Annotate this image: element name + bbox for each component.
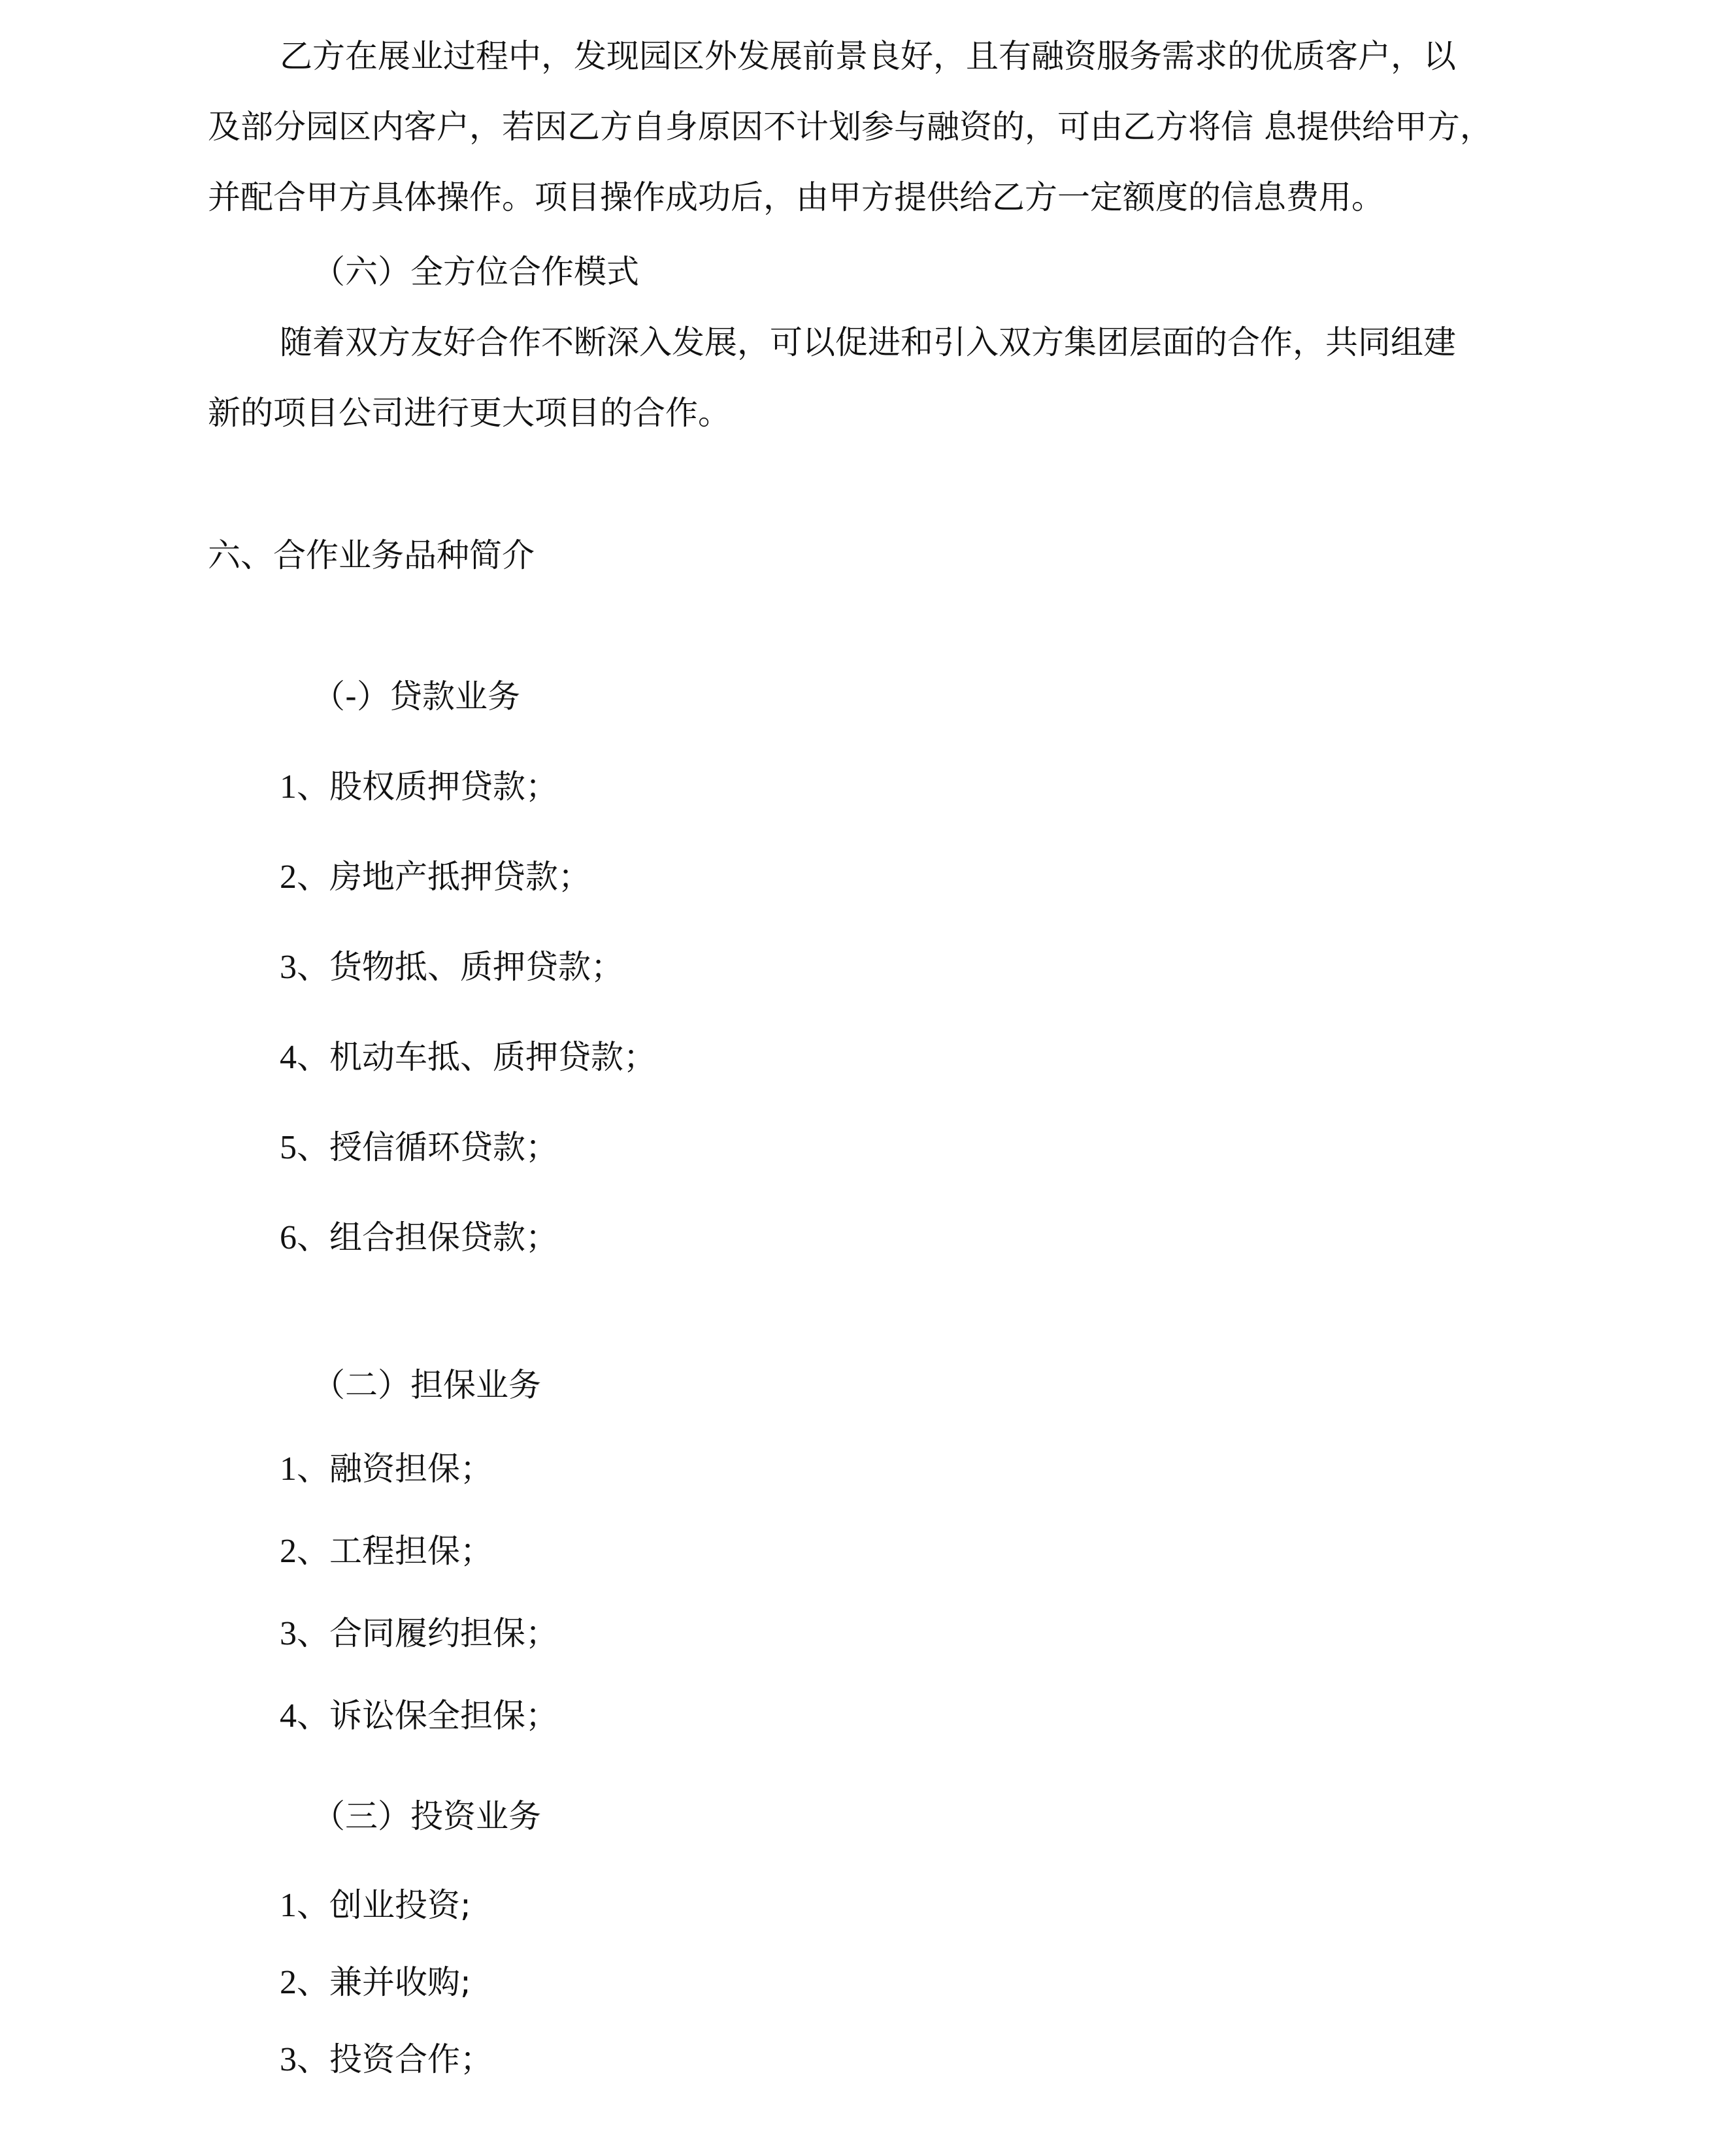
- paragraph-line: [208, 37, 1528, 76]
- list-item: [280, 947, 623, 987]
- list-text: 、房地产抵押贷款；: [297, 858, 591, 896]
- paragraph-line: [208, 323, 1528, 362]
- list-item: [280, 1696, 558, 1736]
- list-text: 、兼并收购;: [297, 1963, 471, 2001]
- paragraph-text: 并配合甲方具体操作。项目操作成功后，由甲方提供给乙方一定额度的信息费用。: [208, 178, 1384, 216]
- list-text: 、组合担保贷款；: [297, 1218, 558, 1256]
- list-number: 1: [280, 768, 297, 806]
- list-text: 、工程担保；: [297, 1532, 493, 1570]
- list-text: 、诉讼保全担保；: [297, 1697, 558, 1735]
- list-text: 、投资合作；: [297, 2040, 493, 2078]
- list-number: 4: [280, 1697, 297, 1735]
- list-item: [280, 1128, 558, 1168]
- list-text: 、合同履约担保；: [297, 1614, 558, 1652]
- paragraph-line: [208, 107, 1528, 146]
- list-number: 2: [280, 1533, 297, 1570]
- paragraph-text: 乙方在展业过程中，发现园区外发展前景良好，且有融资服务需求的优质客户，以: [280, 37, 1456, 75]
- list-item: [280, 2040, 493, 2080]
- list-text: 、机动车抵、质押贷款；: [297, 1038, 656, 1076]
- sub-heading-guarantee: （二）担保业务: [312, 1366, 541, 1404]
- list-item: [280, 857, 591, 897]
- list-number: 3: [280, 949, 297, 986]
- paragraph-text: 及部分园区内客户，若因乙方自身原因不计划参与融资的，可由乙方将信 息提供给甲方，: [208, 108, 1493, 146]
- list-item: [280, 1886, 471, 1925]
- list-item: [280, 1449, 493, 1489]
- paragraph-line: [208, 178, 1528, 217]
- list-number: 3: [280, 2041, 297, 2078]
- list-number: 6: [280, 1219, 297, 1256]
- list-number: 3: [280, 1615, 297, 1652]
- paragraph-line: [208, 393, 1528, 433]
- sub-heading-investment: （三）投资业务: [312, 1797, 541, 1835]
- list-number: 5: [280, 1129, 297, 1166]
- list-number: 2: [280, 858, 297, 896]
- sub-heading: （六）全方位合作模式: [312, 253, 639, 291]
- list-number: 1: [280, 1450, 297, 1488]
- list-item: [280, 1614, 558, 1654]
- list-number: 1: [280, 1887, 297, 1924]
- list-text: 、融资担保；: [297, 1450, 493, 1488]
- list-item: [280, 1218, 558, 1258]
- paragraph-text: 随着双方友好合作不断深入发展，可以促进和引入双方集团层面的合作，共同组建: [280, 323, 1456, 361]
- list-text: 、股权质押贷款；: [297, 768, 558, 806]
- list-item: [280, 1531, 493, 1571]
- list-number: 2: [280, 1964, 297, 2001]
- list-text: 、货物抵、质押贷款；: [297, 948, 623, 986]
- list-number: 4: [280, 1039, 297, 1076]
- section-heading: 六、合作业务品种简介: [208, 536, 535, 574]
- paragraph-text: 新的项目公司进行更大项目的合作。: [208, 394, 731, 432]
- list-text: 、授信循环贷款；: [297, 1128, 558, 1166]
- sub-heading-loans: （-）贷款业务: [312, 678, 521, 715]
- list-item: [280, 1037, 656, 1077]
- list-item: [280, 767, 558, 807]
- list-text: 、创业投资;: [297, 1886, 471, 1924]
- list-item: [280, 1963, 471, 2002]
